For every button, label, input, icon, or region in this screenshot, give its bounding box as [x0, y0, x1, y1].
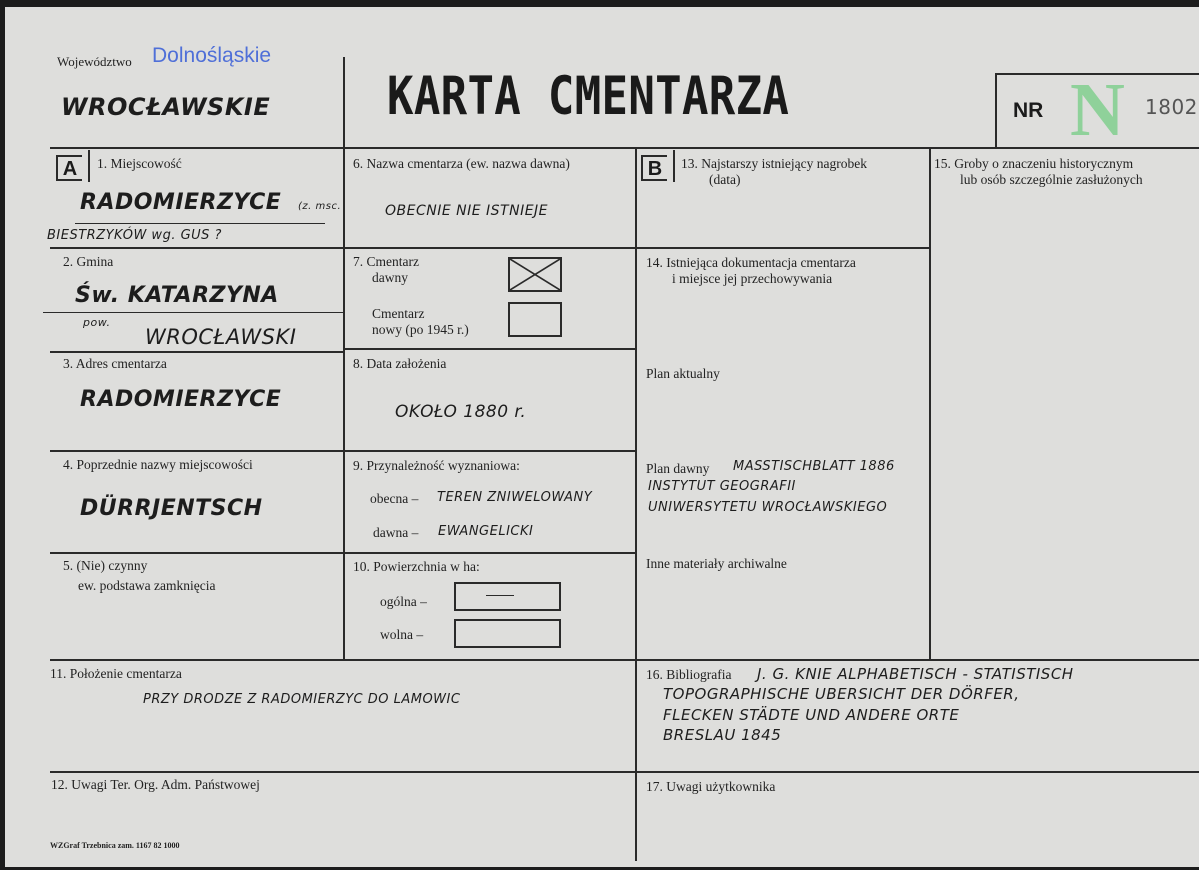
f12-label: 12. Uwagi Ter. Org. Adm. Państwowej: [51, 777, 260, 792]
section-b-letter-bar: [673, 150, 675, 182]
f9-dawna-label: dawna –: [373, 525, 419, 540]
f4-value: DÜRRJENTSCH: [80, 496, 263, 521]
f6-value: OBECNIE NIE ISTNIEJE: [385, 203, 549, 219]
f1-note: (z. msc.: [298, 201, 342, 212]
f7-nowy-label: Cmentarz: [372, 306, 425, 321]
f10-ogolna-label: ogólna –: [380, 594, 427, 609]
section-a-letter: A: [56, 155, 82, 181]
divider-h-bottom1: [50, 659, 1199, 661]
nr-letter-mark: N: [1070, 68, 1125, 152]
f7-nowy-checkbox: [508, 302, 562, 337]
f17-label: 17. Uwagi użytkownika: [646, 779, 776, 794]
f3-value: RADOMIERZYCE: [80, 387, 282, 412]
f16-line4: BRESLAU 1845: [663, 726, 782, 744]
divider-h-a3: [50, 450, 343, 452]
nr-label: NR: [1013, 99, 1044, 122]
plan-aktualny: Plan aktualny: [646, 366, 720, 381]
wojewodztwo-handwritten: WROCŁAWSKIE: [61, 93, 271, 121]
divider-v-mid: [635, 149, 637, 861]
f1-underline: [75, 223, 325, 224]
plan-dawny-line3: UNIWERSYTETU WROCŁAWSKIEGO: [648, 500, 888, 515]
divider-h-a2: [50, 351, 343, 353]
f4-label: 4. Poprzednie nazwy miejscowości: [63, 457, 253, 472]
f16-line2: TOPOGRAPHISCHE UBERSICHT DER DÖRFER,: [663, 685, 1020, 703]
f2-underline: [43, 312, 343, 313]
f10-wolna-box: [454, 619, 561, 648]
divider-h-header: [50, 147, 1199, 149]
f16-line3: FLECKEN STÄDTE UND ANDERE ORTE: [663, 706, 960, 724]
f13-label: 13. Najstarszy istniejący nagrobek: [681, 156, 867, 171]
f8-label: 8. Data założenia: [353, 356, 447, 371]
f15-sub: lub osób szczególnie zasłużonych: [960, 172, 1143, 187]
wojewodztwo-label: Województwo: [57, 54, 132, 69]
f10-wolna-label: wolna –: [380, 627, 424, 642]
divider-h-a4: [50, 552, 343, 554]
card-title: KARTA CMENTARZA: [387, 66, 790, 127]
f15-label: 15. Groby o znaczeniu historycznym: [934, 156, 1134, 171]
f1-label: 1. Miejscowość: [97, 156, 182, 171]
check-x-icon: [510, 259, 560, 290]
f1-value: RADOMIERZYCE: [80, 190, 282, 215]
divider-h-m2: [345, 348, 635, 350]
divider-h-bottom2: [50, 771, 1199, 773]
f7-dawny-checkbox: [508, 257, 562, 292]
f2-label: 2. Gmina: [63, 254, 114, 269]
printer-imprint: WZGraf Trzebnica zam. 1167 82 1000: [50, 841, 180, 850]
f9-dawna-value: EWANGELICKI: [438, 524, 534, 539]
f7-label: 7. Cmentarz: [353, 254, 419, 269]
section-a-letter-bar: [88, 150, 90, 182]
f1-extra: BIESTRZYKÓW wg. GUS ?: [47, 228, 222, 243]
f3-label: 3. Adres cmentarza: [63, 356, 167, 371]
nr-value: 1802: [1145, 95, 1198, 119]
f5-sub: ew. podstawa zamknięcia: [78, 578, 216, 593]
f9-label: 9. Przynależność wyznaniowa:: [353, 458, 520, 473]
f5-label: 5. (Nie) czynny: [63, 558, 148, 573]
f11-value: PRZY DRODZE Z RADOMIERZYC DO LAMOWIC: [143, 692, 461, 707]
divider-h-m4: [345, 552, 635, 554]
plan-dawny-line1: MASSTISCHBLATT 1886: [733, 459, 895, 474]
f2-value: Św. KATARZYNA: [75, 283, 279, 308]
divider-h-a1: [50, 247, 343, 249]
f10-ogolna-value: ——: [486, 586, 514, 602]
f2-pow-label: pow.: [83, 316, 111, 329]
f10-ogolna-box: [454, 582, 561, 611]
inne-materialy: Inne materiały archiwalne: [646, 556, 787, 571]
plan-dawny-label: Plan dawny: [646, 461, 710, 476]
divider-v-nr: [995, 73, 997, 149]
f2-pow-value: WROCŁAWSKI: [145, 325, 297, 349]
f9-obecna-value: TEREN ZNIWELOWANY: [437, 490, 593, 505]
f7-nowy: nowy (po 1945 r.): [372, 322, 469, 337]
f7-dawny: dawny: [372, 270, 408, 285]
f9-obecna-label: obecna –: [370, 491, 419, 506]
f13-sub: (data): [709, 172, 741, 187]
cemetery-card: [5, 7, 1199, 867]
wojewodztwo-stamp: Dolnośląskie: [152, 44, 272, 67]
f16-label: 16. Bibliografia: [646, 667, 732, 682]
f6-label: 6. Nazwa cmentarza (ew. nazwa dawna): [353, 156, 570, 171]
divider-h-b1: [345, 247, 929, 249]
f14-sub: i miejsce jej przechowywania: [672, 271, 833, 286]
plan-dawny-line2: INSTYTUT GEOGRAFII: [648, 479, 796, 494]
f10-label: 10. Powierzchnia w ha:: [353, 559, 480, 574]
divider-v-right: [929, 149, 931, 661]
f8-value: OKOŁO 1880 r.: [395, 402, 527, 422]
section-b-letter: B: [641, 155, 667, 181]
divider-h-m3: [345, 450, 635, 452]
f11-label: 11. Położenie cmentarza: [50, 666, 182, 681]
f14-label: 14. Istniejąca dokumentacja cmentarza: [646, 255, 856, 270]
f16-line1: J. G. KNIE ALPHABETISCH - STATISTISCH: [757, 665, 1074, 683]
